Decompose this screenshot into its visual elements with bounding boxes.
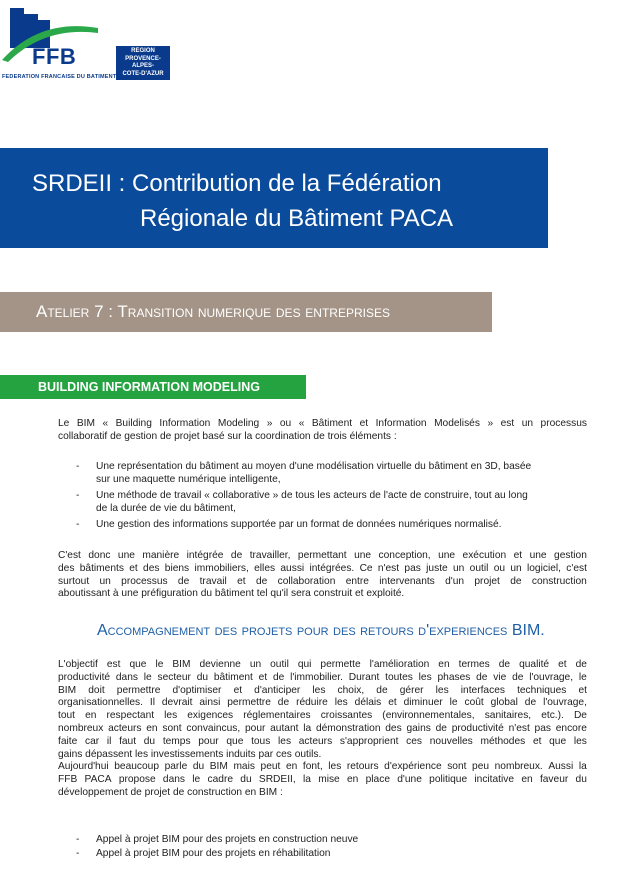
text-line: aboutissant à une préfiguration du bâtiment tel qu'il sera construit et exploité. <box>58 588 405 600</box>
text-line: FFB PACA propose dans le cadre du SRDEII, la mise en place d'une politique incitative en faveur du <box>58 774 587 786</box>
ffb-logo <box>0 0 175 90</box>
text-line: développement de projet de construction en BIM : <box>58 786 283 798</box>
text-line: Une gestion des informations supportée par un format de données numériques normalisé. <box>96 519 502 530</box>
text-line: Le BIM « Building Information Modeling » ou « Bâtiment et Information Modelisés » est un processus <box>58 418 587 429</box>
text-line: collaboratif de gestion de projet basé sur la coordination de trois éléments : <box>58 430 397 442</box>
paragraph <box>58 659 587 800</box>
logo-letters: FFB <box>32 44 77 69</box>
text-line: surtout un processus de travail et de collaboration entre intervenants d'un projet de construction <box>58 575 587 587</box>
subheading: Accompagnement des projets pour des retours d'experiences BIM. <box>97 622 545 639</box>
region-line: COTE-D'AZUR <box>122 70 164 77</box>
text-line: Appel à projet BIM pour des projets en réhabilitation <box>96 848 331 859</box>
page-title-line2: Régionale du Bâtiment PACA <box>140 205 454 232</box>
logo-federation-text: FEDERATION FRANCAISE DU BATIMENT <box>2 74 117 80</box>
text-line: de la durée de vie du bâtiment, <box>96 502 236 514</box>
text-line: des bâtiments et des biens immobiliers, elles aussi intégrées. Ce n'est pas juste un outil ou un logiciel, c'est <box>58 562 587 574</box>
atelier-heading: Atelier 7 : Transition numerique des entreprises <box>36 302 390 321</box>
text-line: Une représentation du bâtiment au moyen d'une modélisation virtuelle du bâtiment en 3D, basée <box>96 461 532 472</box>
intro-paragraph <box>58 418 587 444</box>
text-line: BIM doit permettre d'optimiser et d'anticiper les choix, de gérer les interfaces techniques et <box>58 684 587 696</box>
text-line: nombreux acteurs en sont convaincus, pour autant la démonstration des gains de productivité n'est pas encore <box>58 722 587 734</box>
region-badge <box>116 46 170 80</box>
text-line: Aujourd'hui beaucoup parle du BIM mais peut en font, les retours d'expérience sont peu nombreux. Aussi la <box>58 761 587 773</box>
region-line: PROVENCE-ALPES- <box>125 55 161 69</box>
page-title-line1: SRDEII : Contribution de la Fédération <box>32 170 442 197</box>
text-line: sur une maquette numérique intelligente, <box>96 473 281 485</box>
region-line: REGION <box>131 48 155 54</box>
text-line: tout en respectant les exigences réglementaires croissantes (environnementales, sanitaires, etc.). De <box>58 710 587 722</box>
text-line: L'objectif est que le BIM devienne un outil qui permette l'amélioration en termes de qualité et de <box>58 659 587 670</box>
title-band <box>0 148 548 248</box>
paragraph <box>58 550 587 601</box>
text-line: Appel à projet BIM pour des projets en construction neuve <box>96 834 359 845</box>
text-line: organisationnelles. Il devrait ainsi permettre de réduire les délais et diminuer le coût global de l'ouvrage, <box>58 697 587 709</box>
text-line: productivité dans le secteur du bâtiment et de l'immobilier. Durant toutes les phases de vie de l'ouvrage, le <box>58 671 587 683</box>
text-line: gains dépassent les investissements induits par ces outils. <box>58 748 322 760</box>
text-line: faite car il faut du temps pour que tous les acteurs s'approprient ces nouvelles méthodes et que les <box>58 735 587 747</box>
text-line: C'est donc une manière intégrée de travailler, permettant une conception, une exécution et une gestion <box>58 550 587 561</box>
text-line: Une méthode de travail « collaborative » de tous les acteurs de l'acte de construire, tout au long <box>96 490 528 501</box>
section-heading: BUILDING INFORMATION MODELING <box>38 380 260 394</box>
